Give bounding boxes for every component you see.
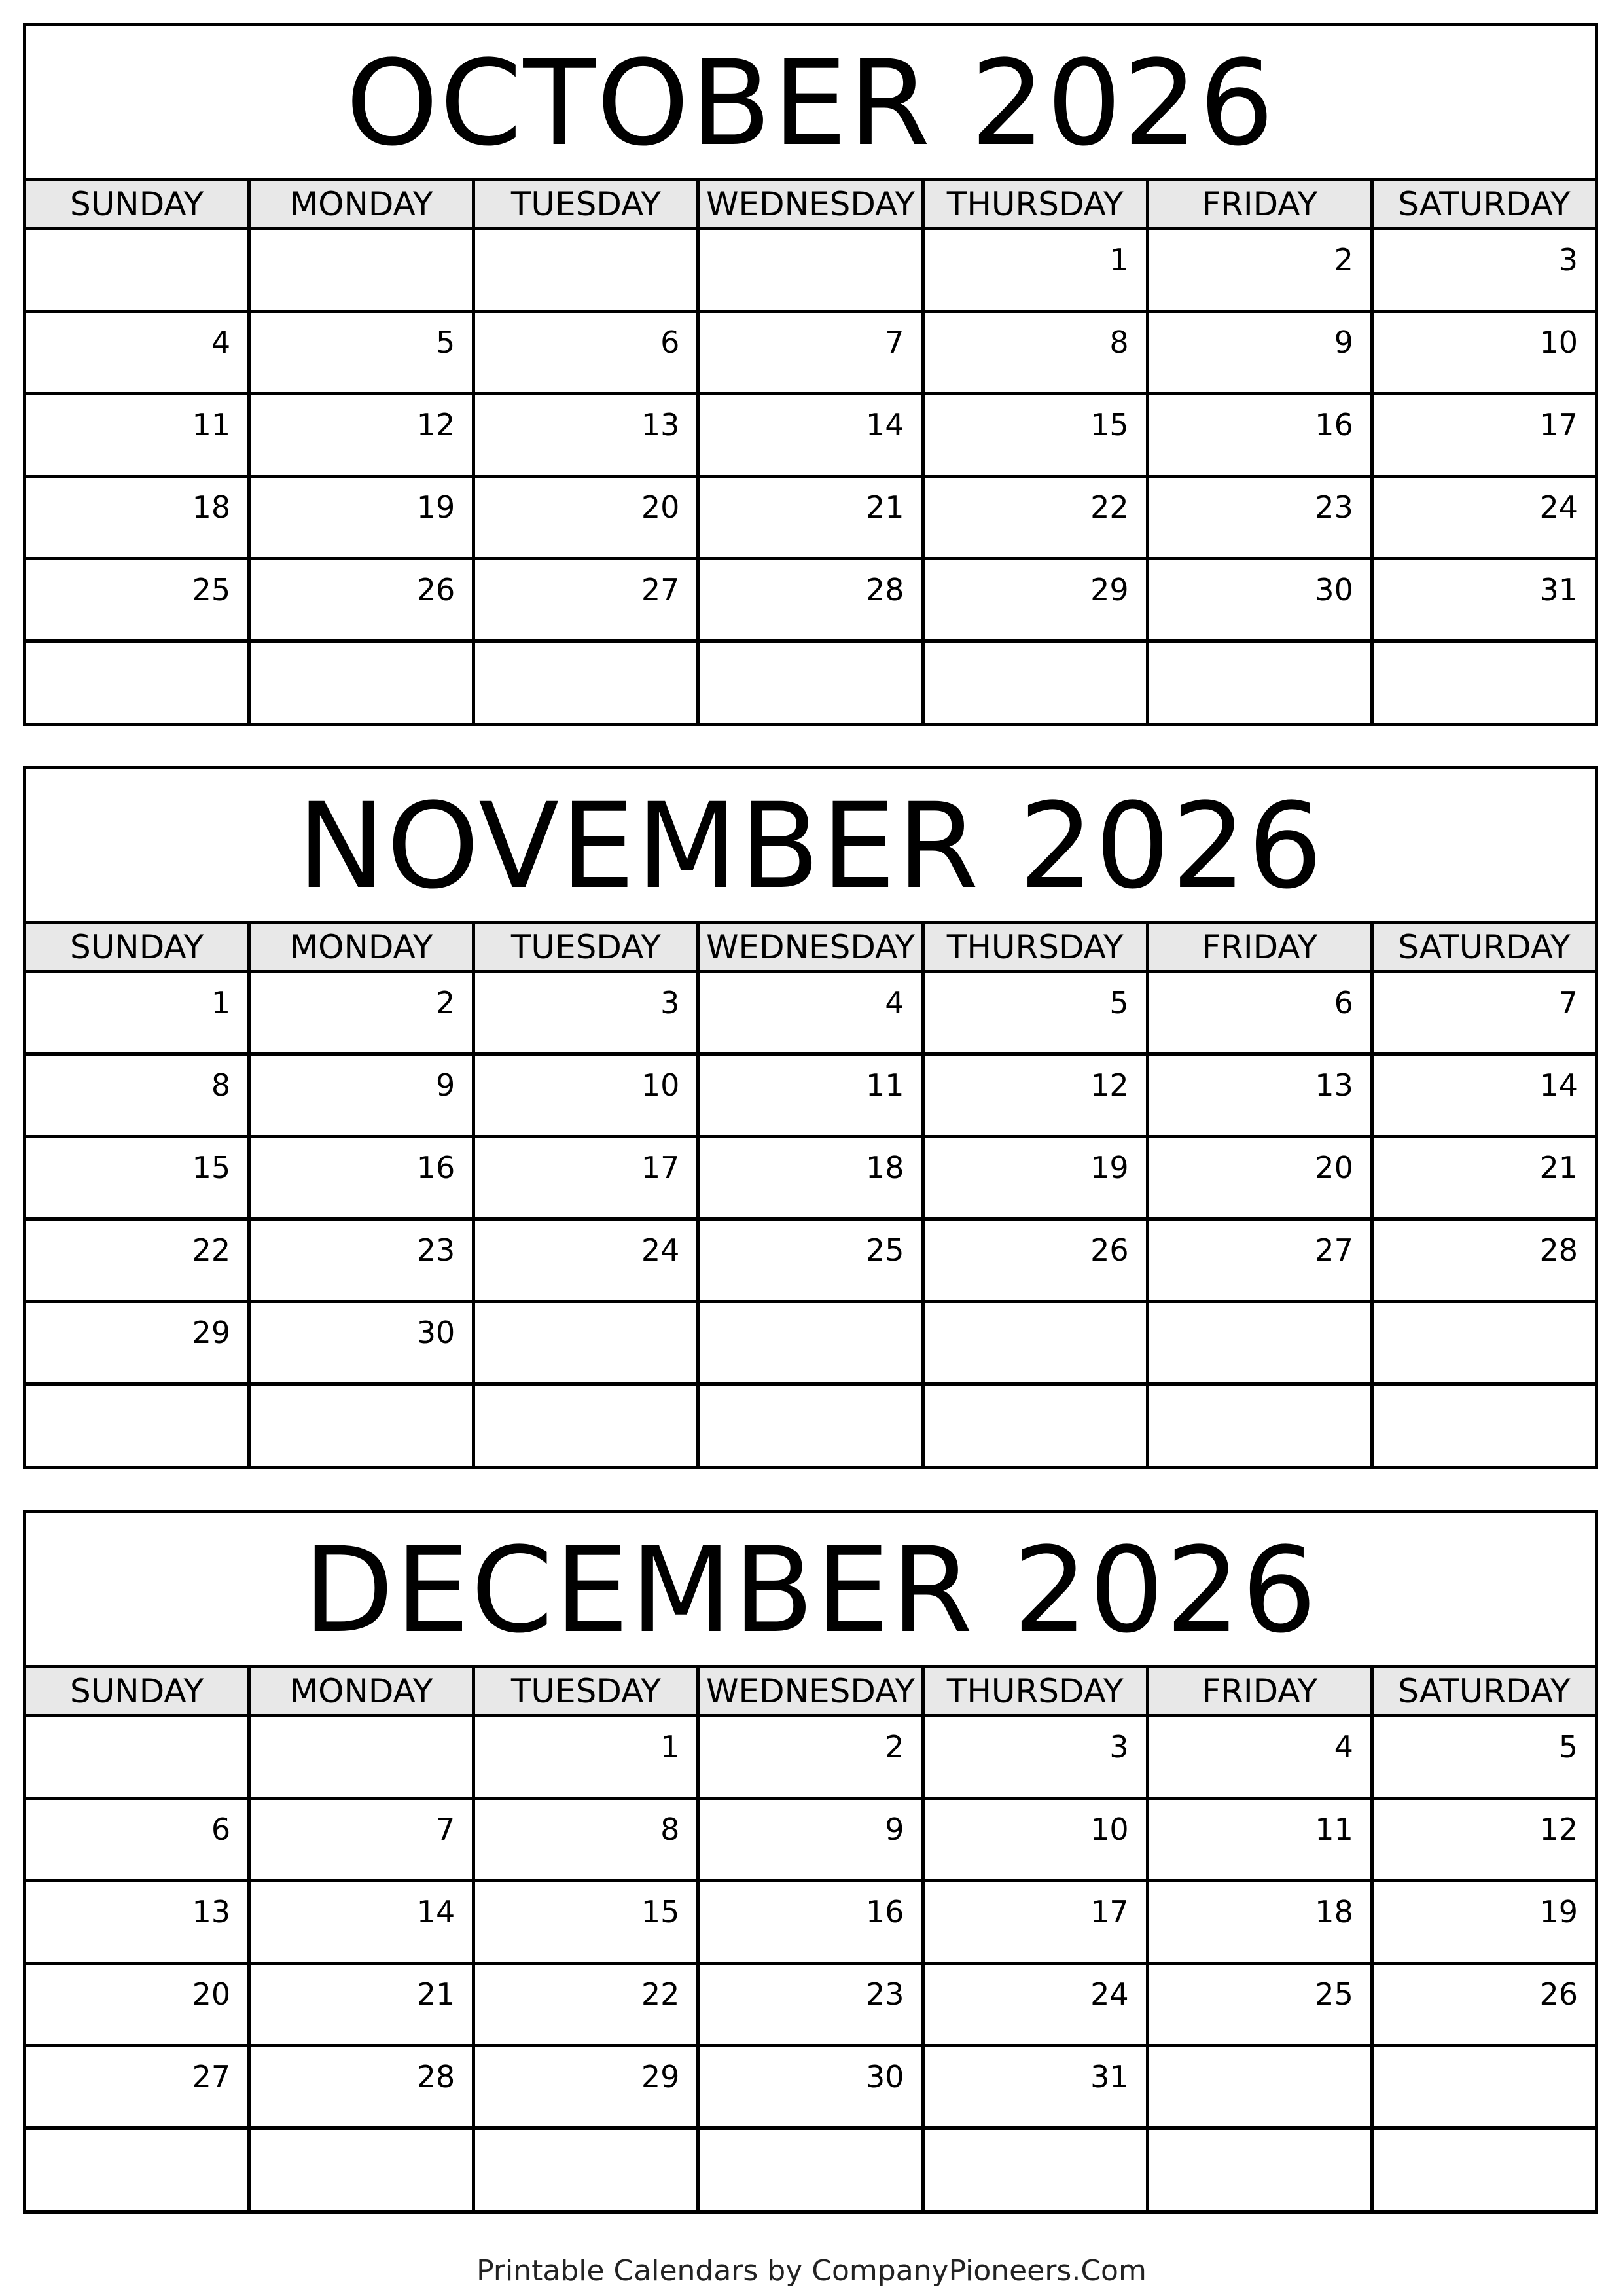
day-cell: 10 <box>1539 325 1578 360</box>
day-cell <box>26 643 251 725</box>
day-cell: 28 <box>251 2047 475 2126</box>
weekday-header-row <box>26 1668 1595 1717</box>
day-cell: 12 <box>925 1056 1149 1135</box>
day-cell <box>26 1386 251 1468</box>
day-cell: 18 <box>1149 1882 1374 1962</box>
day-cell: 11 <box>26 395 251 475</box>
day-cell: 13 <box>475 395 700 475</box>
day-cell: 14 <box>1539 1067 1578 1103</box>
day-cell: 7 <box>1558 985 1578 1020</box>
day-cell: 9 <box>1149 313 1374 392</box>
day-cell: 23 <box>1149 478 1374 557</box>
day-cell: 25 <box>700 1221 924 1300</box>
weekday-header: THURSDAY <box>925 924 1149 970</box>
weekday-header: SATURDAY <box>1398 185 1571 223</box>
day-cell: 1 <box>475 1717 700 1797</box>
weekday-header: TUESDAY <box>475 181 700 227</box>
day-cell <box>925 1303 1149 1382</box>
weekday-header: TUESDAY <box>475 924 700 970</box>
day-cell: 13 <box>1149 1056 1374 1135</box>
day-cell <box>26 1717 251 1797</box>
week-row <box>26 1138 1595 1221</box>
day-cell: 20 <box>475 478 700 557</box>
day-cell: 29 <box>26 1303 251 1382</box>
weekday-header: SUNDAY <box>26 924 251 970</box>
day-cell <box>1149 2047 1374 2126</box>
day-cell: 19 <box>1539 1894 1578 1929</box>
day-cell: 17 <box>925 1882 1149 1962</box>
week-row <box>26 1303 1595 1386</box>
day-cell: 29 <box>475 2047 700 2126</box>
day-cell: 9 <box>251 1056 475 1135</box>
week-row <box>26 1386 1595 1468</box>
week-row <box>26 2130 1595 2212</box>
week-row <box>26 560 1595 643</box>
week-row <box>26 1221 1595 1303</box>
day-cell: 3 <box>1558 242 1578 278</box>
day-cell: 24 <box>925 1965 1149 2044</box>
week-row <box>26 1056 1595 1138</box>
day-cell: 8 <box>925 313 1149 392</box>
day-cell: 10 <box>475 1056 700 1135</box>
day-cell: 30 <box>1149 560 1374 639</box>
week-row <box>26 478 1595 560</box>
weekday-header: SUNDAY <box>26 1668 251 1714</box>
day-cell: 29 <box>925 560 1149 639</box>
month-title: OCTOBER 2026 <box>26 26 1595 181</box>
day-cell: 20 <box>1149 1138 1374 1217</box>
week-row <box>26 230 1595 313</box>
weekday-header: THURSDAY <box>925 181 1149 227</box>
day-cell <box>251 1386 475 1468</box>
weekday-header: SATURDAY <box>1398 1672 1571 1710</box>
week-row <box>26 1882 1595 1965</box>
day-cell <box>1374 1386 1595 1468</box>
weekday-header: THURSDAY <box>925 1668 1149 1714</box>
day-cell: 5 <box>925 973 1149 1052</box>
day-cell <box>1149 1386 1374 1468</box>
day-cell: 21 <box>251 1965 475 2044</box>
month-title: NOVEMBER 2026 <box>26 769 1595 924</box>
day-cell: 14 <box>700 395 924 475</box>
month-calendar <box>23 23 1598 726</box>
day-cell <box>1374 643 1595 725</box>
day-cell <box>700 643 924 725</box>
weekday-header: WEDNESDAY <box>700 1668 924 1714</box>
day-cell: 19 <box>925 1138 1149 1217</box>
day-cell: 10 <box>925 1800 1149 1879</box>
day-cell: 23 <box>700 1965 924 2044</box>
day-cell: 6 <box>475 313 700 392</box>
day-cell: 11 <box>1149 1800 1374 1879</box>
day-cell: 2 <box>1149 230 1374 310</box>
day-cell <box>1149 1303 1374 1382</box>
day-cell: 8 <box>475 1800 700 1879</box>
week-row <box>26 1965 1595 2047</box>
day-cell <box>925 2130 1149 2212</box>
week-row <box>26 1717 1595 1800</box>
day-cell: 16 <box>700 1882 924 1962</box>
day-cell: 5 <box>251 313 475 392</box>
weekday-header: FRIDAY <box>1149 181 1374 227</box>
day-cell: 27 <box>1149 1221 1374 1300</box>
day-cell: 7 <box>251 1800 475 1879</box>
day-cell <box>925 643 1149 725</box>
week-row <box>26 313 1595 395</box>
day-cell: 5 <box>1558 1729 1578 1765</box>
day-cell <box>925 1386 1149 1468</box>
day-cell: 15 <box>925 395 1149 475</box>
day-cell: 17 <box>1539 407 1578 442</box>
day-cell <box>1374 2130 1595 2212</box>
day-cell: 27 <box>475 560 700 639</box>
weekday-header: FRIDAY <box>1149 1668 1374 1714</box>
day-cell <box>700 1386 924 1468</box>
weekday-header-row <box>26 924 1595 973</box>
day-cell: 7 <box>700 313 924 392</box>
month-title: DECEMBER 2026 <box>26 1513 1595 1668</box>
day-cell: 4 <box>700 973 924 1052</box>
day-cell <box>26 2130 251 2212</box>
day-cell: 6 <box>26 1800 251 1879</box>
weekday-header: TUESDAY <box>475 1668 700 1714</box>
week-row <box>26 973 1595 1056</box>
day-cell: 24 <box>475 1221 700 1300</box>
day-cell: 13 <box>26 1882 251 1962</box>
day-cell <box>1149 2130 1374 2212</box>
day-cell <box>251 2130 475 2212</box>
day-cell <box>1149 643 1374 725</box>
footer-credit: Printable Calendars by CompanyPioneers.Com <box>476 2254 1147 2287</box>
day-cell: 18 <box>700 1138 924 1217</box>
day-cell: 16 <box>1149 395 1374 475</box>
week-row <box>26 1800 1595 1882</box>
weekday-header: MONDAY <box>251 181 475 227</box>
day-cell <box>475 1303 700 1382</box>
month-calendar <box>23 1510 1598 2214</box>
day-cell: 11 <box>700 1056 924 1135</box>
day-cell: 22 <box>475 1965 700 2044</box>
day-cell: 25 <box>26 560 251 639</box>
week-row <box>26 643 1595 725</box>
day-cell <box>251 643 475 725</box>
day-cell: 31 <box>1539 572 1578 607</box>
day-cell <box>475 643 700 725</box>
day-cell: 31 <box>925 2047 1149 2126</box>
day-cell: 20 <box>26 1965 251 2044</box>
day-cell <box>700 230 924 310</box>
day-cell: 25 <box>1149 1965 1374 2044</box>
weekday-header: WEDNESDAY <box>700 924 924 970</box>
day-cell: 30 <box>700 2047 924 2126</box>
day-cell: 26 <box>1539 1977 1578 2012</box>
day-cell: 28 <box>700 560 924 639</box>
day-cell: 15 <box>475 1882 700 1962</box>
day-cell <box>475 1386 700 1468</box>
day-cell: 19 <box>251 478 475 557</box>
day-cell: 22 <box>26 1221 251 1300</box>
day-cell: 3 <box>475 973 700 1052</box>
weekday-header: SATURDAY <box>1398 928 1571 966</box>
week-row <box>26 395 1595 478</box>
day-cell: 24 <box>1539 490 1578 525</box>
day-cell: 1 <box>26 973 251 1052</box>
weekday-header: MONDAY <box>251 924 475 970</box>
day-cell <box>475 2130 700 2212</box>
day-cell: 26 <box>925 1221 1149 1300</box>
day-cell: 18 <box>26 478 251 557</box>
week-row <box>26 2047 1595 2130</box>
day-cell: 28 <box>1539 1232 1578 1268</box>
day-cell <box>1374 1303 1595 1382</box>
day-cell: 22 <box>925 478 1149 557</box>
day-cell <box>700 2130 924 2212</box>
day-cell: 1 <box>925 230 1149 310</box>
day-cell: 4 <box>26 313 251 392</box>
day-cell <box>26 230 251 310</box>
day-cell: 12 <box>1539 1812 1578 1847</box>
weekday-header: SUNDAY <box>26 181 251 227</box>
day-cell: 2 <box>251 973 475 1052</box>
day-cell: 21 <box>1539 1150 1578 1185</box>
day-cell: 14 <box>251 1882 475 1962</box>
day-cell: 9 <box>700 1800 924 1879</box>
day-cell <box>251 1717 475 1797</box>
day-cell <box>251 230 475 310</box>
day-cell: 2 <box>700 1717 924 1797</box>
day-cell: 4 <box>1149 1717 1374 1797</box>
weekday-header: MONDAY <box>251 1668 475 1714</box>
day-cell: 17 <box>475 1138 700 1217</box>
day-cell <box>1374 2047 1595 2126</box>
weekday-header: FRIDAY <box>1149 924 1374 970</box>
day-cell: 23 <box>251 1221 475 1300</box>
weekday-header: WEDNESDAY <box>700 181 924 227</box>
day-cell: 12 <box>251 395 475 475</box>
day-cell: 15 <box>26 1138 251 1217</box>
day-cell: 30 <box>251 1303 475 1382</box>
day-cell: 21 <box>700 478 924 557</box>
day-cell: 16 <box>251 1138 475 1217</box>
day-cell: 3 <box>925 1717 1149 1797</box>
day-cell: 8 <box>26 1056 251 1135</box>
month-calendar <box>23 766 1598 1469</box>
day-cell <box>475 230 700 310</box>
day-cell: 6 <box>1149 973 1374 1052</box>
day-cell: 27 <box>26 2047 251 2126</box>
day-cell: 26 <box>251 560 475 639</box>
weekday-header-row <box>26 181 1595 230</box>
day-cell <box>700 1303 924 1382</box>
